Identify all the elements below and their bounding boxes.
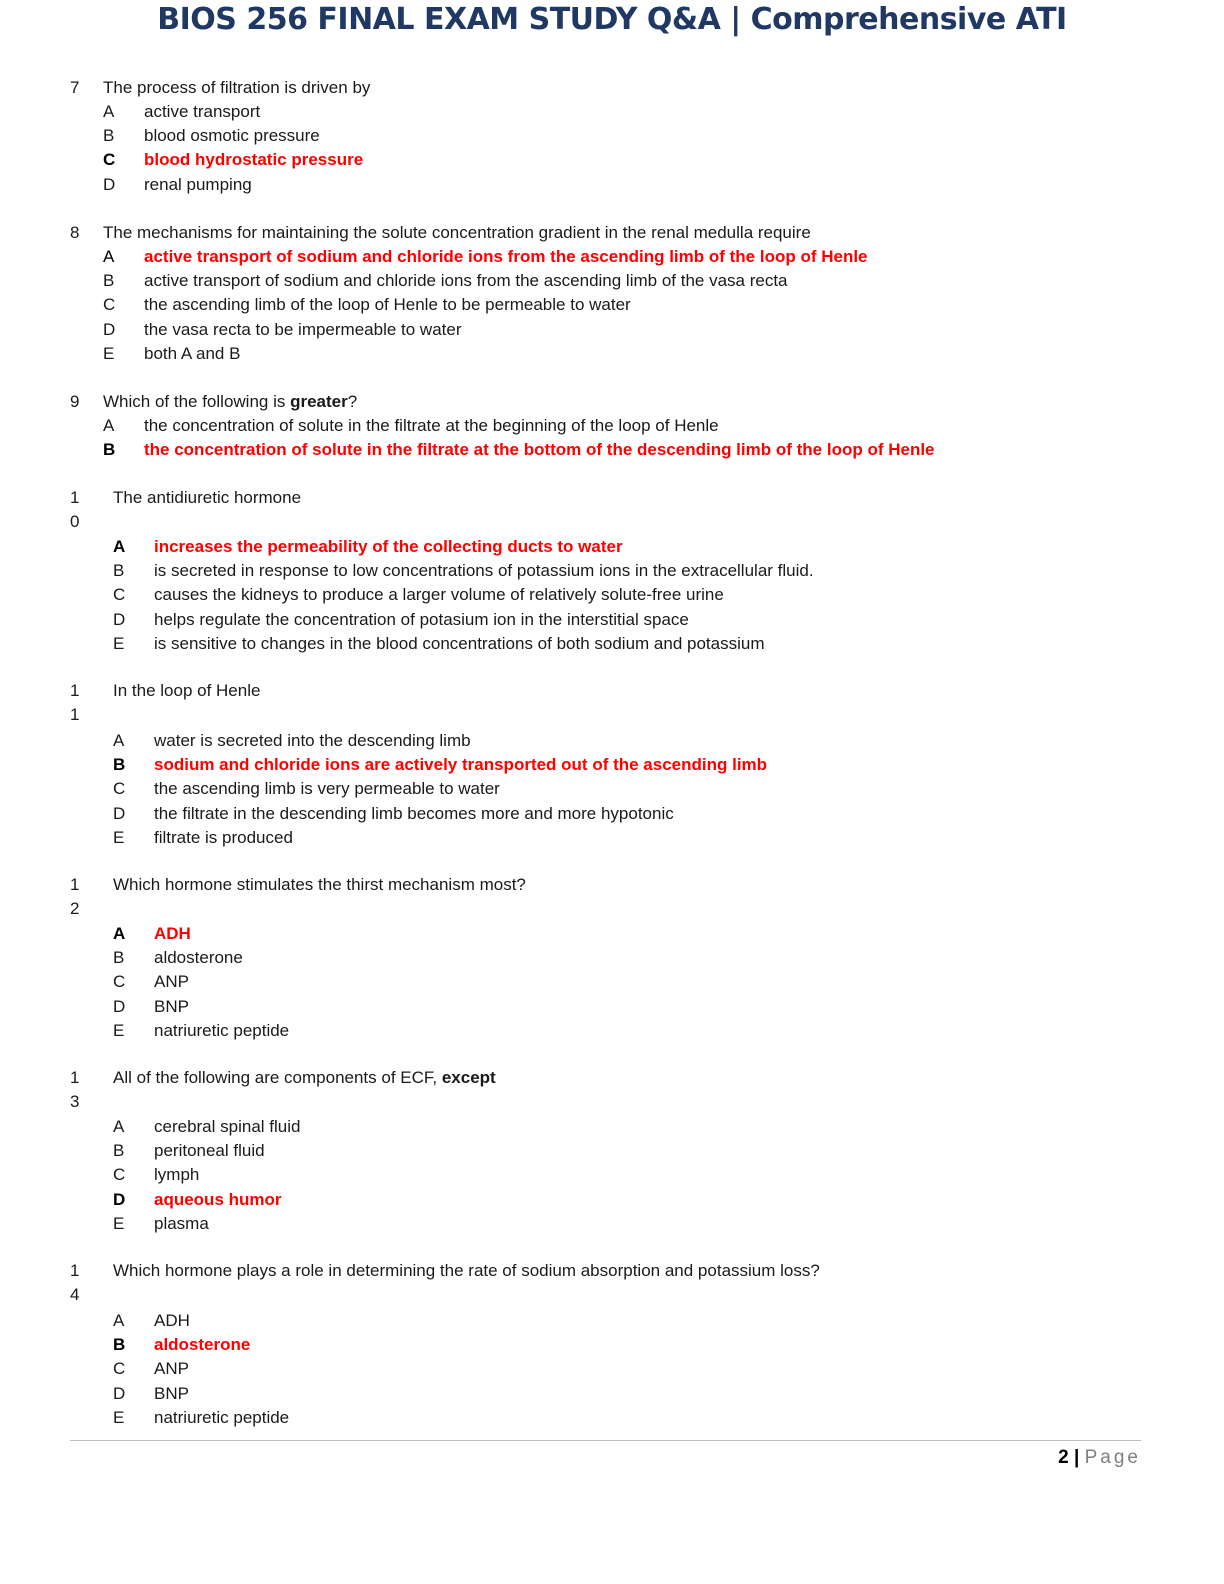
option-letter: B [113, 561, 125, 581]
stem-text: Which of the following is [103, 392, 291, 411]
option-text: the concentration of solute in the filtrate at the beginning of the loop of Henle [144, 416, 719, 435]
option-text: the ascending limb of the loop of Henle to be permeable to water [144, 295, 631, 315]
question-stem: The process of filtration is driven by [103, 78, 371, 97]
option-text: both A and B [144, 343, 241, 363]
option-letter: E [113, 1213, 125, 1233]
option-letter: A [113, 1117, 125, 1136]
option-letter: D [103, 319, 116, 339]
question-number: 12 [70, 875, 80, 918]
option-letter: A [103, 416, 115, 435]
option-text: natriuretic peptide [154, 1020, 290, 1040]
option-letter: B [103, 271, 115, 291]
option-text: BNP [154, 1383, 189, 1403]
option-text: the ascending limb is very permeable to water [154, 779, 500, 799]
option-letter: D [113, 1383, 126, 1403]
option-letter: B [103, 440, 116, 460]
option-text: causes the kidneys to produce a larger volume of relatively solute-free urine [154, 585, 724, 605]
option-text: ANP [154, 1359, 189, 1379]
option-text: the vasa recta to be impermeable to water [144, 319, 462, 339]
option-text: ADH [154, 1311, 190, 1330]
stem-text: All of the following are components of ECF, [113, 1068, 442, 1087]
question-number: 11 [70, 681, 80, 724]
option-letter: B [113, 948, 125, 968]
option-text: is sensitive to changes in the blood concentrations of both sodium and potassium [154, 633, 765, 653]
option-text: BNP [154, 996, 189, 1016]
option-letter: A [113, 537, 126, 556]
option-letter: B [113, 755, 126, 775]
option-text: lymph [154, 1165, 200, 1185]
question-number: 13 [70, 1068, 80, 1111]
option-letter: C [113, 1165, 126, 1185]
question-stem: Which hormone stimulates the thirst mechanism most? [113, 875, 526, 894]
option-letter: D [113, 803, 126, 823]
option-letter: B [113, 1335, 126, 1355]
question-stem: The mechanisms for maintaining the solute concentration gradient in the renal medulla require [103, 223, 811, 242]
option-letter: E [113, 827, 125, 847]
option-text: water is secreted into the descending limb [154, 731, 471, 750]
question-number: 9 [70, 392, 80, 411]
option-letter: D [113, 996, 126, 1016]
option-letter: A [113, 731, 125, 750]
question-stem: Which hormone plays a role in determining the rate of sodium absorption and potassium loss? [113, 1261, 820, 1280]
option-letter: A [113, 924, 126, 943]
option-text: peritoneal fluid [154, 1141, 265, 1161]
option-text: renal pumping [144, 174, 252, 194]
option-text: plasma [154, 1213, 209, 1233]
option-letter: C [113, 585, 126, 605]
question-number: 10 [70, 488, 80, 531]
stem-text-end: ? [347, 392, 358, 411]
option-text: cerebral spinal fluid [154, 1117, 301, 1136]
option-text: increases the permeability of the collecting ducts to water [154, 537, 623, 556]
option-text: ADH [154, 924, 191, 943]
page-label: Page [1084, 1447, 1141, 1468]
option-text: active transport of sodium and chloride ions from the ascending limb of the loop of Henle [144, 247, 868, 266]
footer-divider [70, 1440, 1141, 1441]
option-letter: A [113, 1311, 125, 1330]
option-letter: C [113, 1359, 126, 1379]
question-stem [103, 390, 357, 414]
option-letter: B [113, 1141, 125, 1161]
option-text: active transport of sodium and chloride ions from the ascending limb of the vasa recta [144, 271, 788, 291]
option-letter: A [103, 102, 115, 121]
option-text: aldosterone [154, 1335, 251, 1355]
option-letter: D [113, 1189, 126, 1209]
question-number: 8 [70, 223, 80, 242]
option-letter: C [113, 972, 126, 992]
option-text: aldosterone [154, 948, 243, 968]
option-text: aqueous humor [154, 1189, 282, 1209]
option-text: helps regulate the concentration of potasium ion in the interstitial space [154, 609, 689, 629]
option-text: natriuretic peptide [154, 1407, 290, 1427]
option-letter: C [113, 779, 126, 799]
option-text: ANP [154, 972, 189, 992]
question-number: 7 [70, 78, 80, 97]
option-letter: E [113, 633, 125, 653]
option-letter: D [113, 609, 126, 629]
option-letter: E [113, 1020, 125, 1040]
option-text: filtrate is produced [154, 827, 293, 847]
stem-emphasis: greater [290, 392, 348, 411]
option-letter: D [103, 174, 116, 194]
page-number: 2 [1058, 1447, 1069, 1468]
option-letter: E [103, 343, 115, 363]
option-text: the concentration of solute in the filtrate at the bottom of the descending limb of the loop of Henle [144, 440, 935, 460]
option-text: active transport [144, 102, 261, 121]
option-text: blood osmotic pressure [144, 126, 320, 146]
question-stem [113, 1066, 496, 1090]
option-letter: C [103, 295, 116, 315]
page-separator: | [1074, 1447, 1080, 1468]
question-number: 14 [70, 1261, 80, 1304]
option-letter: C [103, 150, 116, 170]
option-letter: A [103, 247, 115, 266]
option-letter: E [113, 1407, 125, 1427]
page-footer [1058, 1447, 1141, 1469]
question-stem: In the loop of Henle [113, 681, 261, 700]
option-text: is secreted in response to low concentrations of potassium ions in the extracellular fluid. [154, 561, 814, 581]
document-title: BIOS 256 FINAL EXAM STUDY Q&A | Comprehensive ATI [157, 2, 1067, 37]
option-letter: B [103, 126, 115, 146]
question-stem: The antidiuretic hormone [113, 488, 302, 507]
stem-emphasis: except [441, 1068, 496, 1087]
option-text: sodium and chloride ions are actively transported out of the ascending limb [154, 755, 768, 775]
option-text: the filtrate in the descending limb becomes more and more hypotonic [154, 803, 674, 823]
option-text: blood hydrostatic pressure [144, 150, 364, 170]
